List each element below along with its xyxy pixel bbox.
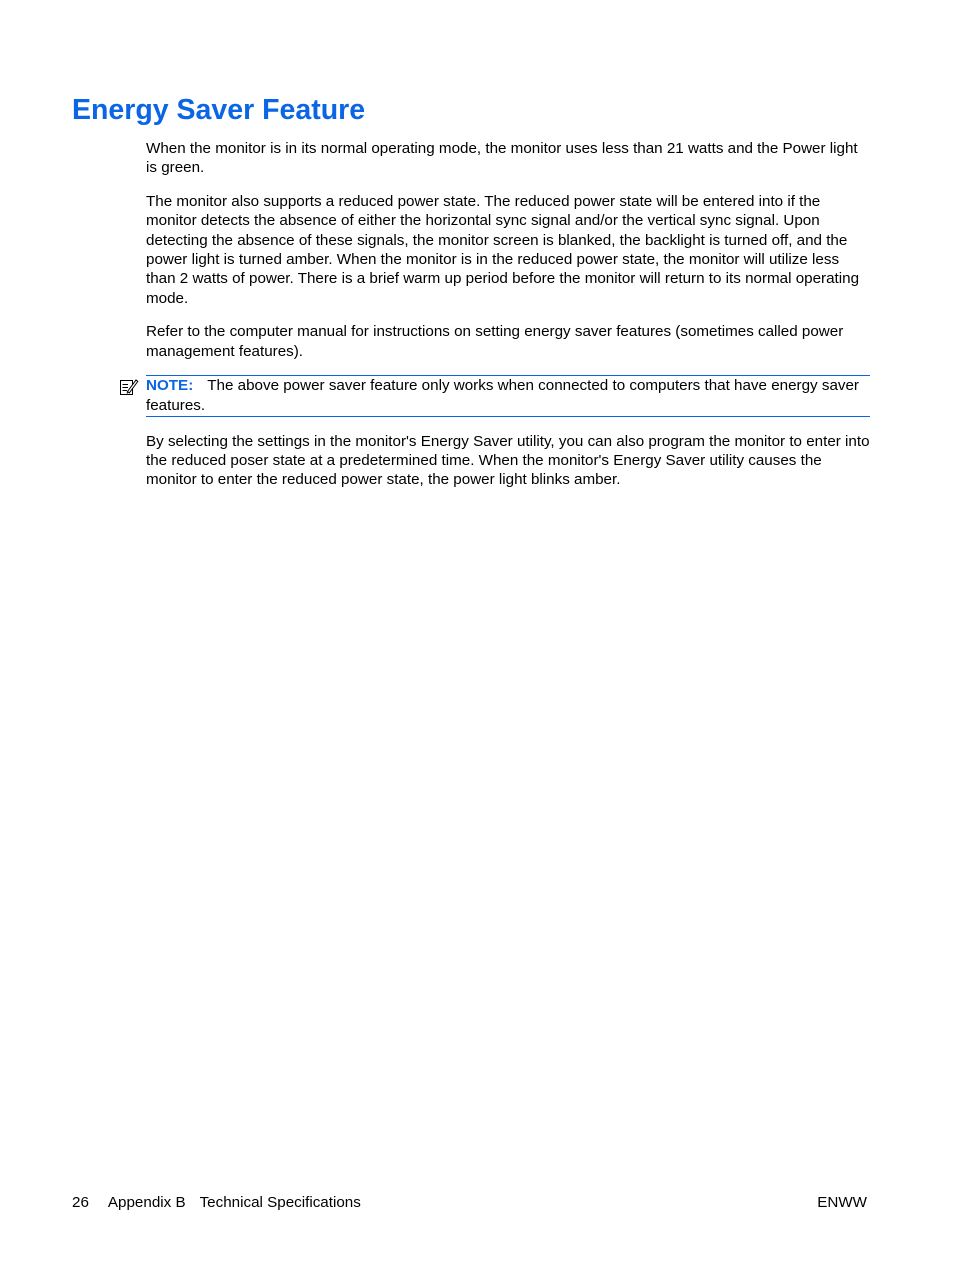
note-box <box>146 375 870 417</box>
main-content <box>146 139 870 504</box>
paragraph-normal-mode: When the monitor is in its normal operating mode, the monitor uses less than 21 watts and the Power light is green. <box>146 140 858 177</box>
note-text: The above power saver feature only works when connected to computers that have energy saver features. <box>146 377 859 414</box>
footer-page-number: 26 <box>72 1194 89 1211</box>
page-title: Energy Saver Feature <box>72 94 366 126</box>
note-pencil-icon <box>119 377 139 396</box>
note-label: NOTE: <box>146 377 194 395</box>
paragraph-energy-saver-utility: By selecting the settings in the monitor's Energy Saver utility, you can also program the monitor to enter into the reduced poser state at a predetermined time. When the monitor's Energy Saver utility causes the monitor to enter the reduced power state, the power light blinks amber. <box>146 432 870 489</box>
footer-appendix: Appendix B <box>107 1194 186 1211</box>
footer-left <box>72 1193 361 1212</box>
footer-doc-code: ENWW <box>817 1194 867 1211</box>
footer-section: Technical Specifications <box>199 1194 361 1211</box>
paragraph-reduced-power: The monitor also supports a reduced power state. The reduced power state will be entered into if the monitor detects the absence of either the horizontal sync signal and/or the vertical sync signal. Upon detecting the absence of these signals, the monitor screen is blanked, the backlight is turned off, and the power light is turned amber. When the monitor is in the reduced power state, the monitor will utilize less than 2 watts of power. There is a brief warm up period before the monitor will return to its normal operating mode. <box>146 193 860 307</box>
paragraph-computer-manual: Refer to the computer manual for instructions on setting energy saver features (sometimes called power management features). <box>146 323 844 360</box>
